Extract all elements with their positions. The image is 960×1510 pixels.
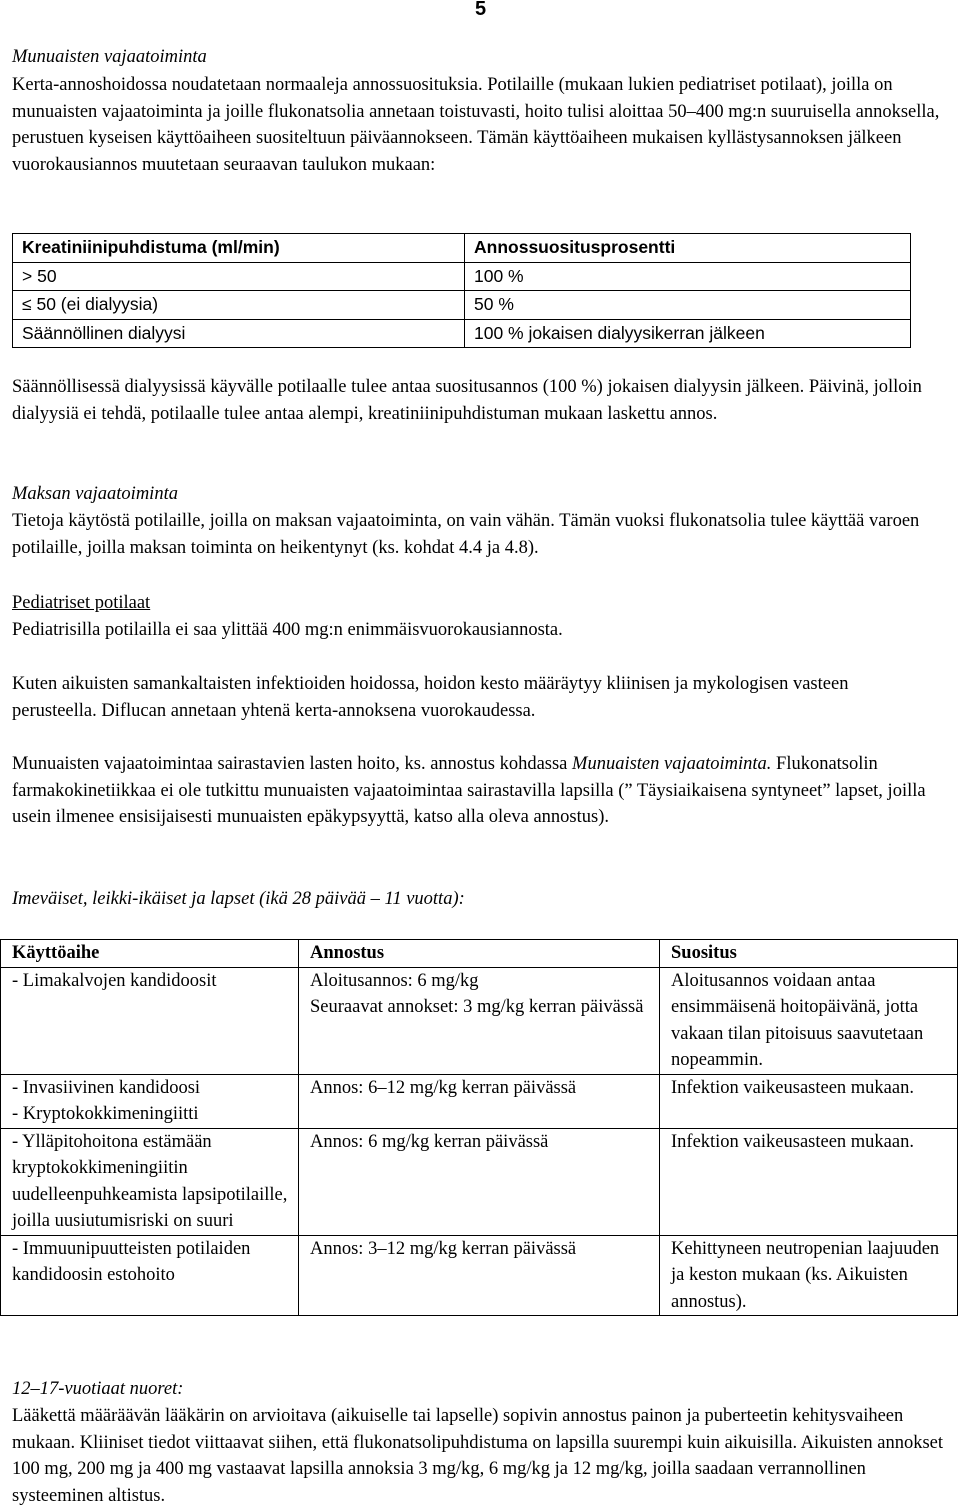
dialysis-paragraph: Säännöllisessä dialyysissä käyvälle potilaalle tulee antaa suositusannos (100 %) jokaisen dialyysin jälkeen. Päivinä, jolloin dialyysiä ei tehdä, potilaalle tulee antaa alempi, kreatiniinipuhdistuman mukaan laskettu annos. <box>12 377 922 424</box>
table-cell: - Immuunipuutteisten potilaiden kandidoosin estohoito <box>1 1235 299 1316</box>
table-header-cell: Suositus <box>660 940 958 968</box>
page-number: 5 <box>475 0 487 20</box>
table-cell: > 50 <box>13 262 465 291</box>
table-header-cell: Käyttöaihe <box>1 940 299 968</box>
table-cell: Annos: 3–12 mg/kg kerran päivässä <box>299 1235 660 1316</box>
adolescents-paragraph: Lääkettä määräävän lääkärin on arvioitava (aikuiselle tai lapselle) sopivin annostus painon ja puberteetin kehitysvaiheen mukaan. Kliiniset tiedot viittaavat siihen, että flukonatsolipuhdistuma on lapsilla suurempi kuin aikuisilla. Aikuisten annokset 100 mg, 200 mg ja 400 mg vastaavat lapsilla annoksia 3 mg/kg, 6 mg/kg ja 12 mg/kg, joilla saadaan verrannollinen systeeminen altistus. <box>12 1406 944 1506</box>
hepatic-paragraph: Tietoja käytöstä potilaille, joilla on maksan vajaatoiminta, on vain vähän. Tämän vuoksi flukonatsolia tulee käyttää varoen potilaille, joilla maksan toiminta on heikentynyt (ks. kohdat 4.4 ja 4.8). <box>12 511 920 558</box>
infants-heading: Imeväiset, leikki-ikäiset ja lapset (ikä 28 päivää – 11 vuotta): <box>12 889 465 909</box>
table-row <box>1 1128 958 1235</box>
table-cell: Infektion vaikeusasteen mukaan. <box>660 1074 958 1128</box>
renal-paragraph: Kerta-annoshoidossa noudatetaan normaaleja annossuosituksia. Potilaille (mukaan lukien pediatriset potilaat), joilla on munuaisten vajaatoiminta ja joille flukonatsolia annetaan toistuvasti, hoito tulisi aloittaa 50–400 mg:n suuruisella annoksella, perustuen kyseisen käyttöaiheen suositeltuun päiväannokseen. Tämän käyttöaiheen mukaisen kyllästysannoksen jälkeen vuorokausiannos muutetaan seuraavan taulukon mukaan: <box>12 75 940 175</box>
table-header-cell: Kreatiniinipuhdistuma (ml/min) <box>13 234 465 263</box>
table-row <box>13 291 911 320</box>
table-cell: Kehittyneen neutropenian laajuuden ja keston mukaan (ks. Aikuisten annostus). <box>660 1235 958 1316</box>
table-cell: Aloitusannos: 6 mg/kg Seuraavat annokset: 3 mg/kg kerran päivässä <box>299 967 660 1074</box>
table-row <box>1 1074 958 1128</box>
table-cell: Annos: 6–12 mg/kg kerran päivässä <box>299 1074 660 1128</box>
table-header-cell: Annostus <box>299 940 660 968</box>
renal-heading: Munuaisten vajaatoiminta <box>12 47 207 67</box>
pediatric-paragraph-2: Kuten aikuisten samankaltaisten infektioiden hoidossa, hoidon kesto määräytyy kliinisen ja mykologisen vasteen perusteella. Diflucan annetaan yhtenä kerta-annoksena vuorokaudessa. <box>12 674 849 721</box>
paragraph-text: Munuaisten vajaatoimintaa sairastavien lasten hoito, ks. annostus kohdassa <box>12 754 573 774</box>
table-cell: Infektion vaikeusasteen mukaan. <box>660 1128 958 1235</box>
pediatric-paragraph-1: Pediatrisilla potilailla ei saa ylittää 400 mg:n enimmäisvuorokausiannosta. <box>12 620 563 640</box>
table-cell: 100 % <box>465 262 911 291</box>
pediatric-heading: Pediatriset potilaat <box>12 593 151 613</box>
table-cell: ≤ 50 (ei dialyysia) <box>13 291 465 320</box>
table-cell: - Ylläpitohoitona estämään kryptokokkimeningiitin uudelleenpuhkeamista lapsipotilaille, joilla uusiutumisriski on suuri <box>1 1128 299 1235</box>
table-row <box>1 1235 958 1316</box>
hepatic-heading: Maksan vajaatoiminta <box>12 484 178 504</box>
table-row <box>13 319 911 348</box>
table-cell: Aloitusannos voidaan antaa ensimmäisenä hoitopäivänä, jotta vakaan tilan pitoisuus saavutetaan nopeammin. <box>660 967 958 1074</box>
table-row <box>1 967 958 1074</box>
adolescents-heading: 12–17-vuotiaat nuoret: <box>12 1379 184 1399</box>
infant-dose-table <box>0 939 958 1316</box>
table-cell: 50 % <box>465 291 911 320</box>
cross-reference: Munuaisten vajaatoiminta. <box>572 754 772 774</box>
table-cell: 100 % jokaisen dialyysikerran jälkeen <box>465 319 911 348</box>
table-header-cell: Annossuositusprosentti <box>465 234 911 263</box>
table-cell: - Invasiivinen kandidoosi - Kryptokokkimeningiitti <box>1 1074 299 1128</box>
table-row <box>13 262 911 291</box>
table-cell: Annos: 6 mg/kg kerran päivässä <box>299 1128 660 1235</box>
table-header-row <box>13 234 911 263</box>
paragraph-text: Flukonatsolin farmakokinetiikkaa ei ole tutkittu munuaisten vajaatoimintaa sairastavilla lapsilla (” Täysiaikaisena syntyneet” lapset, joilla usein ilmenee ensisijaisesti munuaisten epäkypsyyttä, katso alla oleva annostus). <box>12 754 926 827</box>
table-header-row <box>1 940 958 968</box>
table-cell: - Limakalvojen kandidoosit <box>1 967 299 1074</box>
pediatric-paragraph-3 <box>12 751 947 831</box>
table-cell: Säännöllinen dialyysi <box>13 319 465 348</box>
renal-dose-table <box>12 233 911 348</box>
